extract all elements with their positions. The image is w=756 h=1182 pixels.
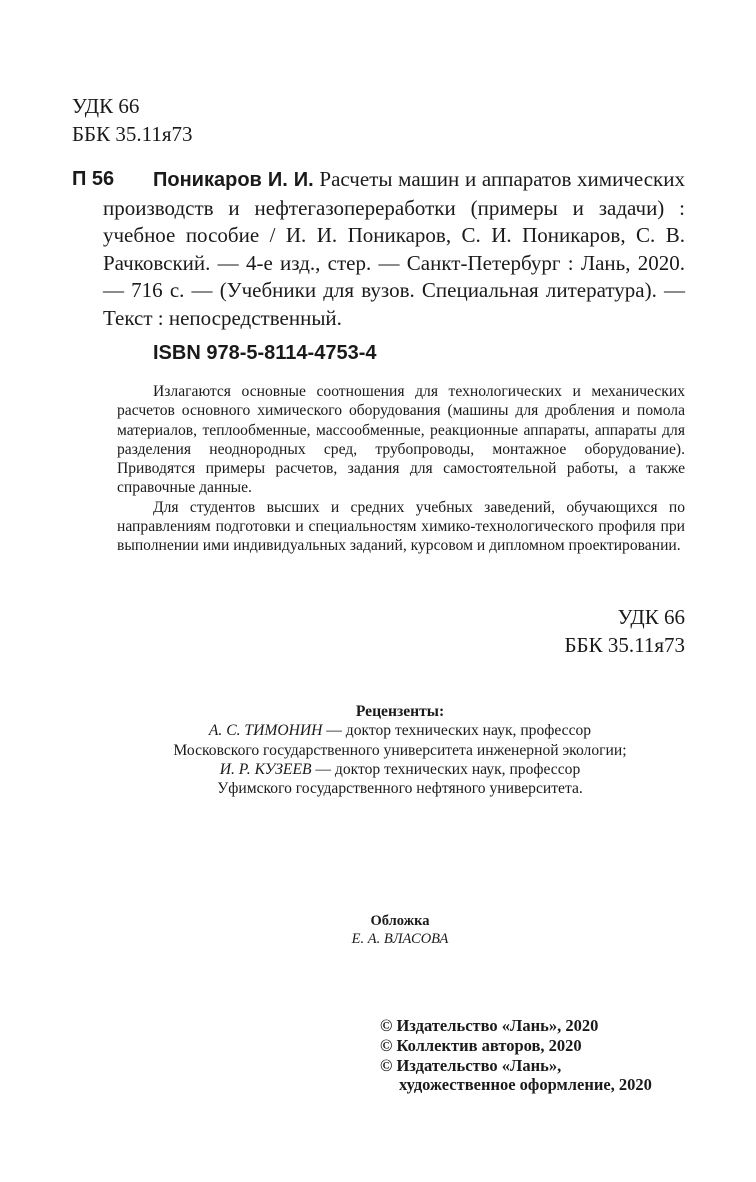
reviewer-name: И. Р. КУЗЕЕВ: [219, 760, 312, 778]
reviewer-line: [90, 721, 710, 740]
classification-bottom: [564, 603, 685, 659]
classification-top: [72, 92, 193, 148]
reviewer-title: — доктор технических наук, профессор: [311, 760, 581, 778]
bibliographic-record: [72, 166, 685, 332]
isbn: ISBN 978-5-8114-4753-4: [153, 342, 377, 364]
abstract: [117, 382, 685, 556]
cover-credit: [300, 912, 500, 948]
cover-heading: Обложка: [370, 913, 430, 929]
reviewer-affiliation: Уфимского государственного нефтяного университета.: [217, 780, 583, 798]
udk-code: УДК 66: [72, 94, 140, 118]
description-text: Расчеты машин и аппаратов химических производств и нефтегазопереработки (примеры и задачи) : учебное пособие / И. И. Поникаров, С. И. Поникаров, С. В. Рачковский. — 4-е изд., стер. — Санкт-Петербург : Лань, 2020. — 716 с. — (Учебники для вузов. Специальная литература). — Текст : непосредственный.: [103, 167, 685, 330]
copyright-block: [380, 1016, 652, 1095]
reviewers-block: [90, 702, 710, 798]
reviewer-affiliation: Московского государственного университета инженерной экологии;: [173, 741, 627, 759]
reviewers-heading: Рецензенты:: [355, 703, 445, 720]
cover-designer: Е. А. ВЛАСОВА: [351, 931, 449, 947]
copyright-line: © Коллектив авторов, 2020: [380, 1035, 582, 1055]
reviewer-title: — доктор технических наук, профессор: [322, 722, 592, 740]
udk-code: УДК 66: [617, 605, 685, 629]
copyright-line: художественное оформление, 2020: [399, 1075, 652, 1095]
author-code: П 56: [72, 168, 115, 190]
copyright-line: © Издательство «Лань», 2020: [380, 1016, 599, 1035]
abstract-paragraph: Для студентов высших и средних учебных заведений, обучающихся по направлениям подготовки и специальностям химико-технологического профиля при выполнении ими индивидуальных заданий, курсовом и дипломном проектировании.: [117, 498, 685, 555]
bbk-code: ББК 35.11я73: [564, 633, 685, 657]
copyright-line: © Издательство «Лань»,: [380, 1055, 562, 1075]
abstract-paragraph: Излагаются основные соотношения для технологических и механических расчетов основного химического оборудования (машины для дробления и помола материалов, теплообменные, массообменные, реакционные аппараты, аппараты для разделения неоднородных сред, трубопроводы, монтажное оборудование). Приводятся примеры расчетов, задания для самостоятельной работы, а также справочные данные.: [117, 383, 685, 497]
reviewer-line: [90, 760, 710, 779]
bbk-code: ББК 35.11я73: [72, 122, 193, 146]
bibliographic-description: [103, 166, 685, 332]
author-name: Поникаров И. И.: [153, 169, 314, 191]
reviewer-name: А. С. ТИМОНИН: [208, 722, 323, 740]
